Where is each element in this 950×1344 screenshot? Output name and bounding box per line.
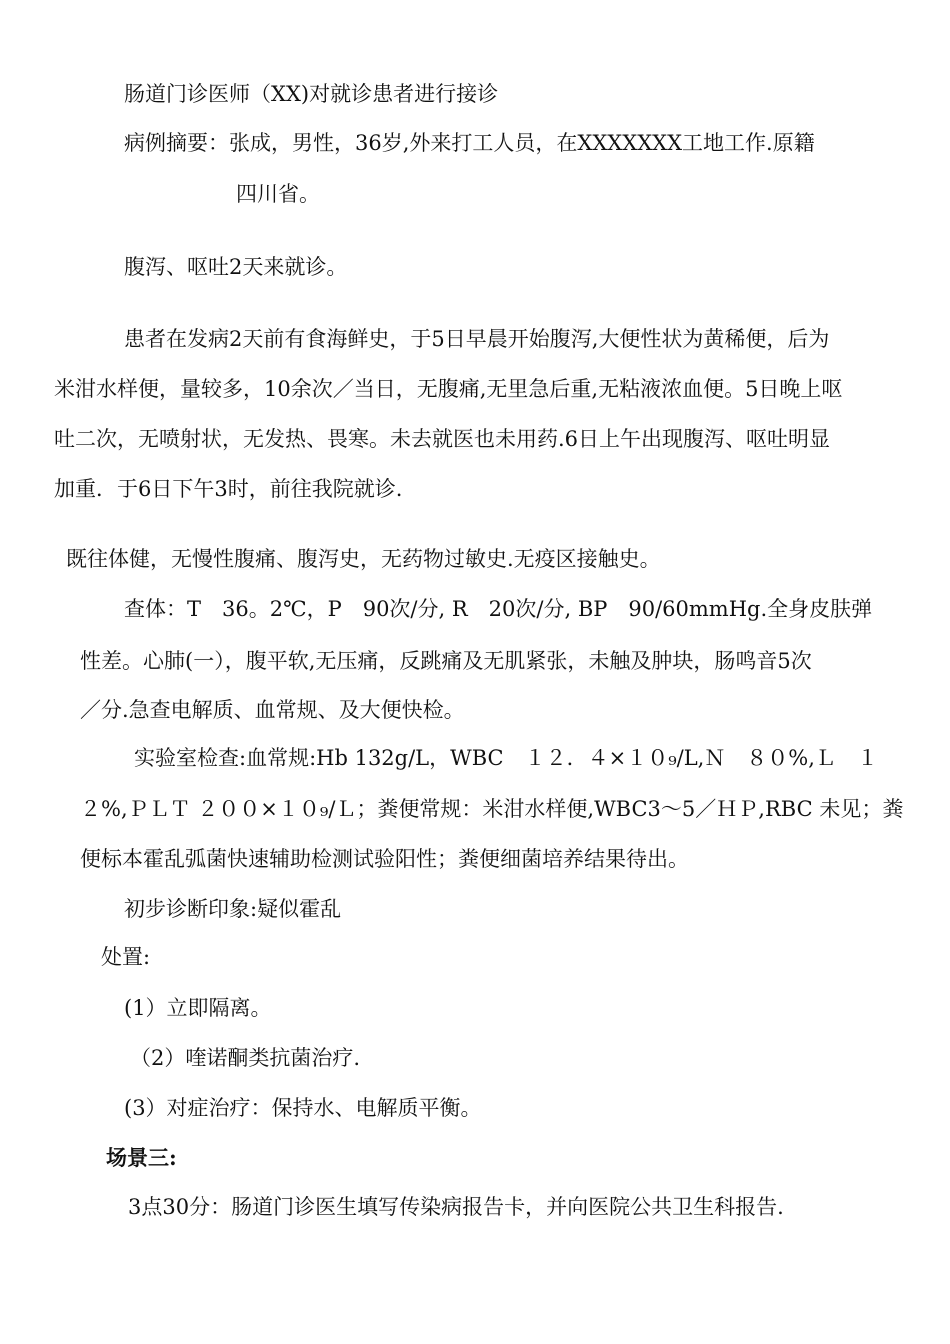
initial-diagnosis: 初步诊断印象:疑似霍乱 [124, 897, 342, 921]
scene-text: 3点30分：肠道门诊医生填写传染病报告卡，并向医院公共卫生科报告. [128, 1195, 784, 1219]
chief-complaint: 腹泻、呕吐2天来就诊。 [124, 255, 348, 279]
lab-line-3: 便标本霍乱弧菌快速辅助检测试验阳性；粪便细菌培养结果待出。 [80, 847, 689, 871]
treatment-item-2: （2）喹诺酮类抗菌治疗. [130, 1046, 361, 1070]
exam-line-3: ／分.急查电解质、血常规、及大便快检。 [80, 698, 465, 722]
history-line-3: 吐二次，无喷射状，无发热、畏寒。未去就医也未用药.6日上午出现腹泻、呕吐明显 [54, 427, 831, 451]
treatment-item-1: (1）立即隔离。 [124, 996, 272, 1020]
scene-heading: 场景三: [106, 1145, 177, 1170]
lab-line-2: ２%,ＰＬＴ ２００×１０₉/Ｌ；粪便常规：米泔水样便,WBC3～5／ＨＰ,RBC 未见；粪 [80, 797, 904, 821]
treatment-item-3: (3）对症治疗：保持水、电解质平衡。 [124, 1096, 482, 1120]
history-line-4: 加重．于6日下午3时，前往我院就诊. [54, 477, 403, 501]
treatment-heading: 处置: [101, 945, 151, 969]
exam-line-1: 查体：T 36。2℃，P 90次/分, R 20次/分, BP 90/60mmHg.全身皮肤弹 [124, 597, 873, 621]
case-summary-line-2: 四川省。 [236, 182, 320, 206]
history-line-2: 米泔水样便，量较多，10余次／当日，无腹痛,无里急后重,无粘液浓血便。5日晚上呕 [54, 377, 843, 401]
lab-line-1: 实验室检查:血常规:Hb 132g/L，WBC １２．４×１０₉/L,Ｎ ８０%,Ｌ １ [134, 746, 878, 770]
case-summary-line-1: 病例摘要：张成，男性，36岁,外来打工人员，在XXXXXXX工地工作.原籍 [124, 131, 815, 155]
history-line-1: 患者在发病2天前有食海鲜史，于5日早晨开始腹泻,大便性状为黄稀便，后为 [124, 327, 830, 351]
exam-line-2: 性差。心肺(一），腹平软,无压痛，反跳痛及无肌紧张，未触及肿块，肠鸣音5次 [80, 649, 812, 673]
past-history: 既往体健，无慢性腹痛、腹泻史，无药物过敏史.无疫区接触史。 [66, 547, 661, 571]
intro-line: 肠道门诊医师（XX)对就诊患者进行接诊 [124, 82, 499, 106]
